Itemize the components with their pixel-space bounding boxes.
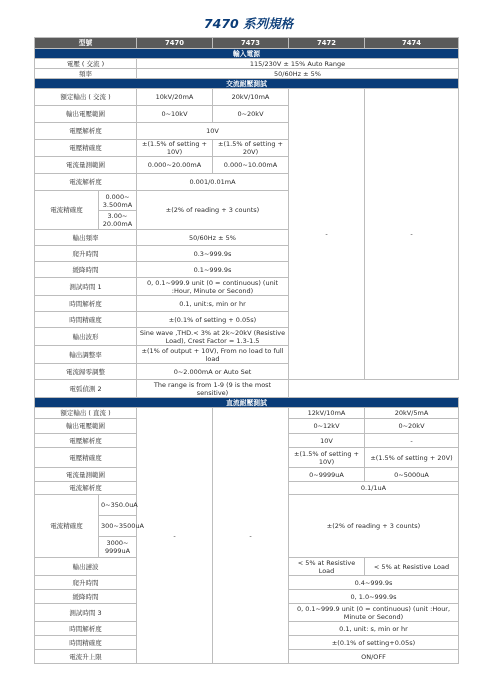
cell-7472: < 5% at Resistive Load <box>289 558 365 576</box>
row-label: 測試時間 1 <box>35 278 137 296</box>
cell-7474: < 5% at Resistive Load <box>365 558 459 576</box>
header-7473: 7473 <box>213 38 289 49</box>
row-value: 0.1, unit:s, min or hr <box>137 296 289 312</box>
row-label: 電流量測範圍 <box>35 157 137 174</box>
header-7472: 7472 <box>289 38 365 49</box>
row-value: Sine wave ,THD.< 3% at 2k~20kV (Resistive Load), Crest Factor = 1.3-1.5 <box>137 328 289 346</box>
cell-7474: 0~5000uA <box>365 468 459 482</box>
row-label: 輸出頻率 <box>35 230 137 246</box>
row-label: 輸出調整率 <box>35 346 137 364</box>
cell-7473: 0~20kV <box>213 106 289 123</box>
row-value: 0, 0.1~999.9 unit (0 = continuous) (unit :Hour, Minute or Second) <box>137 278 289 296</box>
row-label: 電流量測範圍 <box>35 468 137 482</box>
row-value: 50/60Hz ± 5% <box>137 230 289 246</box>
sub-range: 0~350.0uA <box>99 495 137 516</box>
row-label: 時間解析度 <box>35 622 137 636</box>
cell-7470-na: - <box>137 408 213 664</box>
row-label: 爬升時間 <box>35 246 137 262</box>
sub-range: 300~3500uA <box>99 516 137 537</box>
row-value: 0~2.000mA or Auto Set <box>137 364 289 380</box>
row-label: 時間解析度 <box>35 296 137 312</box>
row-value: 0.3~999.9s <box>137 246 289 262</box>
row-label: 電流精確度 <box>35 495 99 558</box>
row-label: 額定輸出 ( 交流 ) <box>35 89 137 106</box>
row-label: 電壓精確度 <box>35 448 137 468</box>
row-value: 0, 0.1~999.9 unit (0 = continuous) (unit :Hour, Minute or Second) <box>289 604 459 622</box>
cell-7470: ±(1.5% of setting + 10V) <box>137 140 213 157</box>
table-header-row <box>35 38 459 49</box>
cell-7474-na: - <box>365 89 459 380</box>
cell-7470: 0.000~20.00mA <box>137 157 213 174</box>
row-value: 0.1/1uA <box>289 482 459 495</box>
row-value: 115/230V ± 15% Auto Range <box>137 59 459 69</box>
row-value: ±(0.1% of setting+0.05s) <box>289 636 459 650</box>
row-label: 額定輸出 ( 直流 ) <box>35 408 137 419</box>
sub-range: 3000~ 9999uA <box>99 537 137 558</box>
row-label: 電流升上限 <box>35 650 137 664</box>
row-value: 0.001/0.01mA <box>137 174 289 191</box>
row-label: 電流解析度 <box>35 174 137 191</box>
row-label: 電壓 ( 交流 ) <box>35 59 137 69</box>
cell-7472: 0~12kV <box>289 419 365 434</box>
cell-7470: 0~10kV <box>137 106 213 123</box>
header-model: 型號 <box>35 38 137 49</box>
row-label: 電流解析度 <box>35 482 137 495</box>
row-label: 電壓解析度 <box>35 123 137 140</box>
cell-7474: 0~20kV <box>365 419 459 434</box>
row-label: 電壓精確度 <box>35 140 137 157</box>
row-value: The range is from 1-9 (9 is the most sensitive) <box>137 380 289 398</box>
row-label: 電弧偵測 2 <box>35 380 137 398</box>
row-value: 0.4~999.9s <box>289 576 459 590</box>
section-dc-test: 直流耐壓測試 <box>35 398 459 408</box>
cell-7470: 10kV/20mA <box>137 89 213 106</box>
row-label: 電流精確度 <box>35 191 99 230</box>
row-value: 10V <box>137 123 289 140</box>
cell-7472: 12kV/10mA <box>289 408 365 419</box>
row-label: 時間精確度 <box>35 636 137 650</box>
row-label: 緩降時間 <box>35 262 137 278</box>
row-value: 0.1~999.9s <box>137 262 289 278</box>
cell-7472: 10V <box>289 434 365 448</box>
cell-7473: 20kV/10mA <box>213 89 289 106</box>
row-label: 緩降時間 <box>35 590 137 604</box>
row-label: 電流歸零調整 <box>35 364 137 380</box>
row-label: 輸出波形 <box>35 328 137 346</box>
header-7474: 7474 <box>365 38 459 49</box>
cell-7474: - <box>365 434 459 448</box>
row-label: 輸出漣波 <box>35 558 137 576</box>
cell-7474: ±(1.5% of setting + 20V) <box>365 448 459 468</box>
cell-7473: ±(1.5% of setting + 20V) <box>213 140 289 157</box>
spec-table <box>34 37 459 664</box>
row-value: 50/60Hz ± 5% <box>137 69 459 79</box>
row-label: 電壓解析度 <box>35 434 137 448</box>
section-ac-test: 交流耐壓測試 <box>35 79 459 89</box>
sub-range: 3.00~ 20.00mA <box>99 211 137 230</box>
cell-7473-na: - <box>213 408 289 664</box>
row-value: ±(1% of output + 10V), From no load to full load <box>137 346 289 364</box>
row-label: 輸出電壓範圍 <box>35 106 137 123</box>
row-label: 測試時間 3 <box>35 604 137 622</box>
row-value: 0.1, unit: s, min or hr <box>289 622 459 636</box>
cell-7472: ±(1.5% of setting + 10V) <box>289 448 365 468</box>
row-label: 頻率 <box>35 69 137 79</box>
row-value: ±(0.1% of setting + 0.05s) <box>137 312 289 328</box>
cell-7474: 20kV/5mA <box>365 408 459 419</box>
row-value: ±(2% of reading + 3 counts) <box>137 191 289 230</box>
row-value: ON/OFF <box>289 650 459 664</box>
cell-7473: 0.000~10.00mA <box>213 157 289 174</box>
cell-7472: 0~9999uA <box>289 468 365 482</box>
row-label: 爬升時間 <box>35 576 137 590</box>
row-label: 輸出電壓範圍 <box>35 419 137 434</box>
page-title: 7470 系列規格 <box>203 16 294 31</box>
header-7470: 7470 <box>137 38 213 49</box>
row-value: 0, 1.0~999.9s <box>289 590 459 604</box>
row-label: 時間精確度 <box>35 312 137 328</box>
sub-range: 0.000~ 3.500mA <box>99 191 137 211</box>
section-input-power: 輸入電源 <box>35 49 459 59</box>
row-value: ±(2% of reading + 3 counts) <box>289 495 459 558</box>
cell-7472-na: - <box>289 89 365 380</box>
